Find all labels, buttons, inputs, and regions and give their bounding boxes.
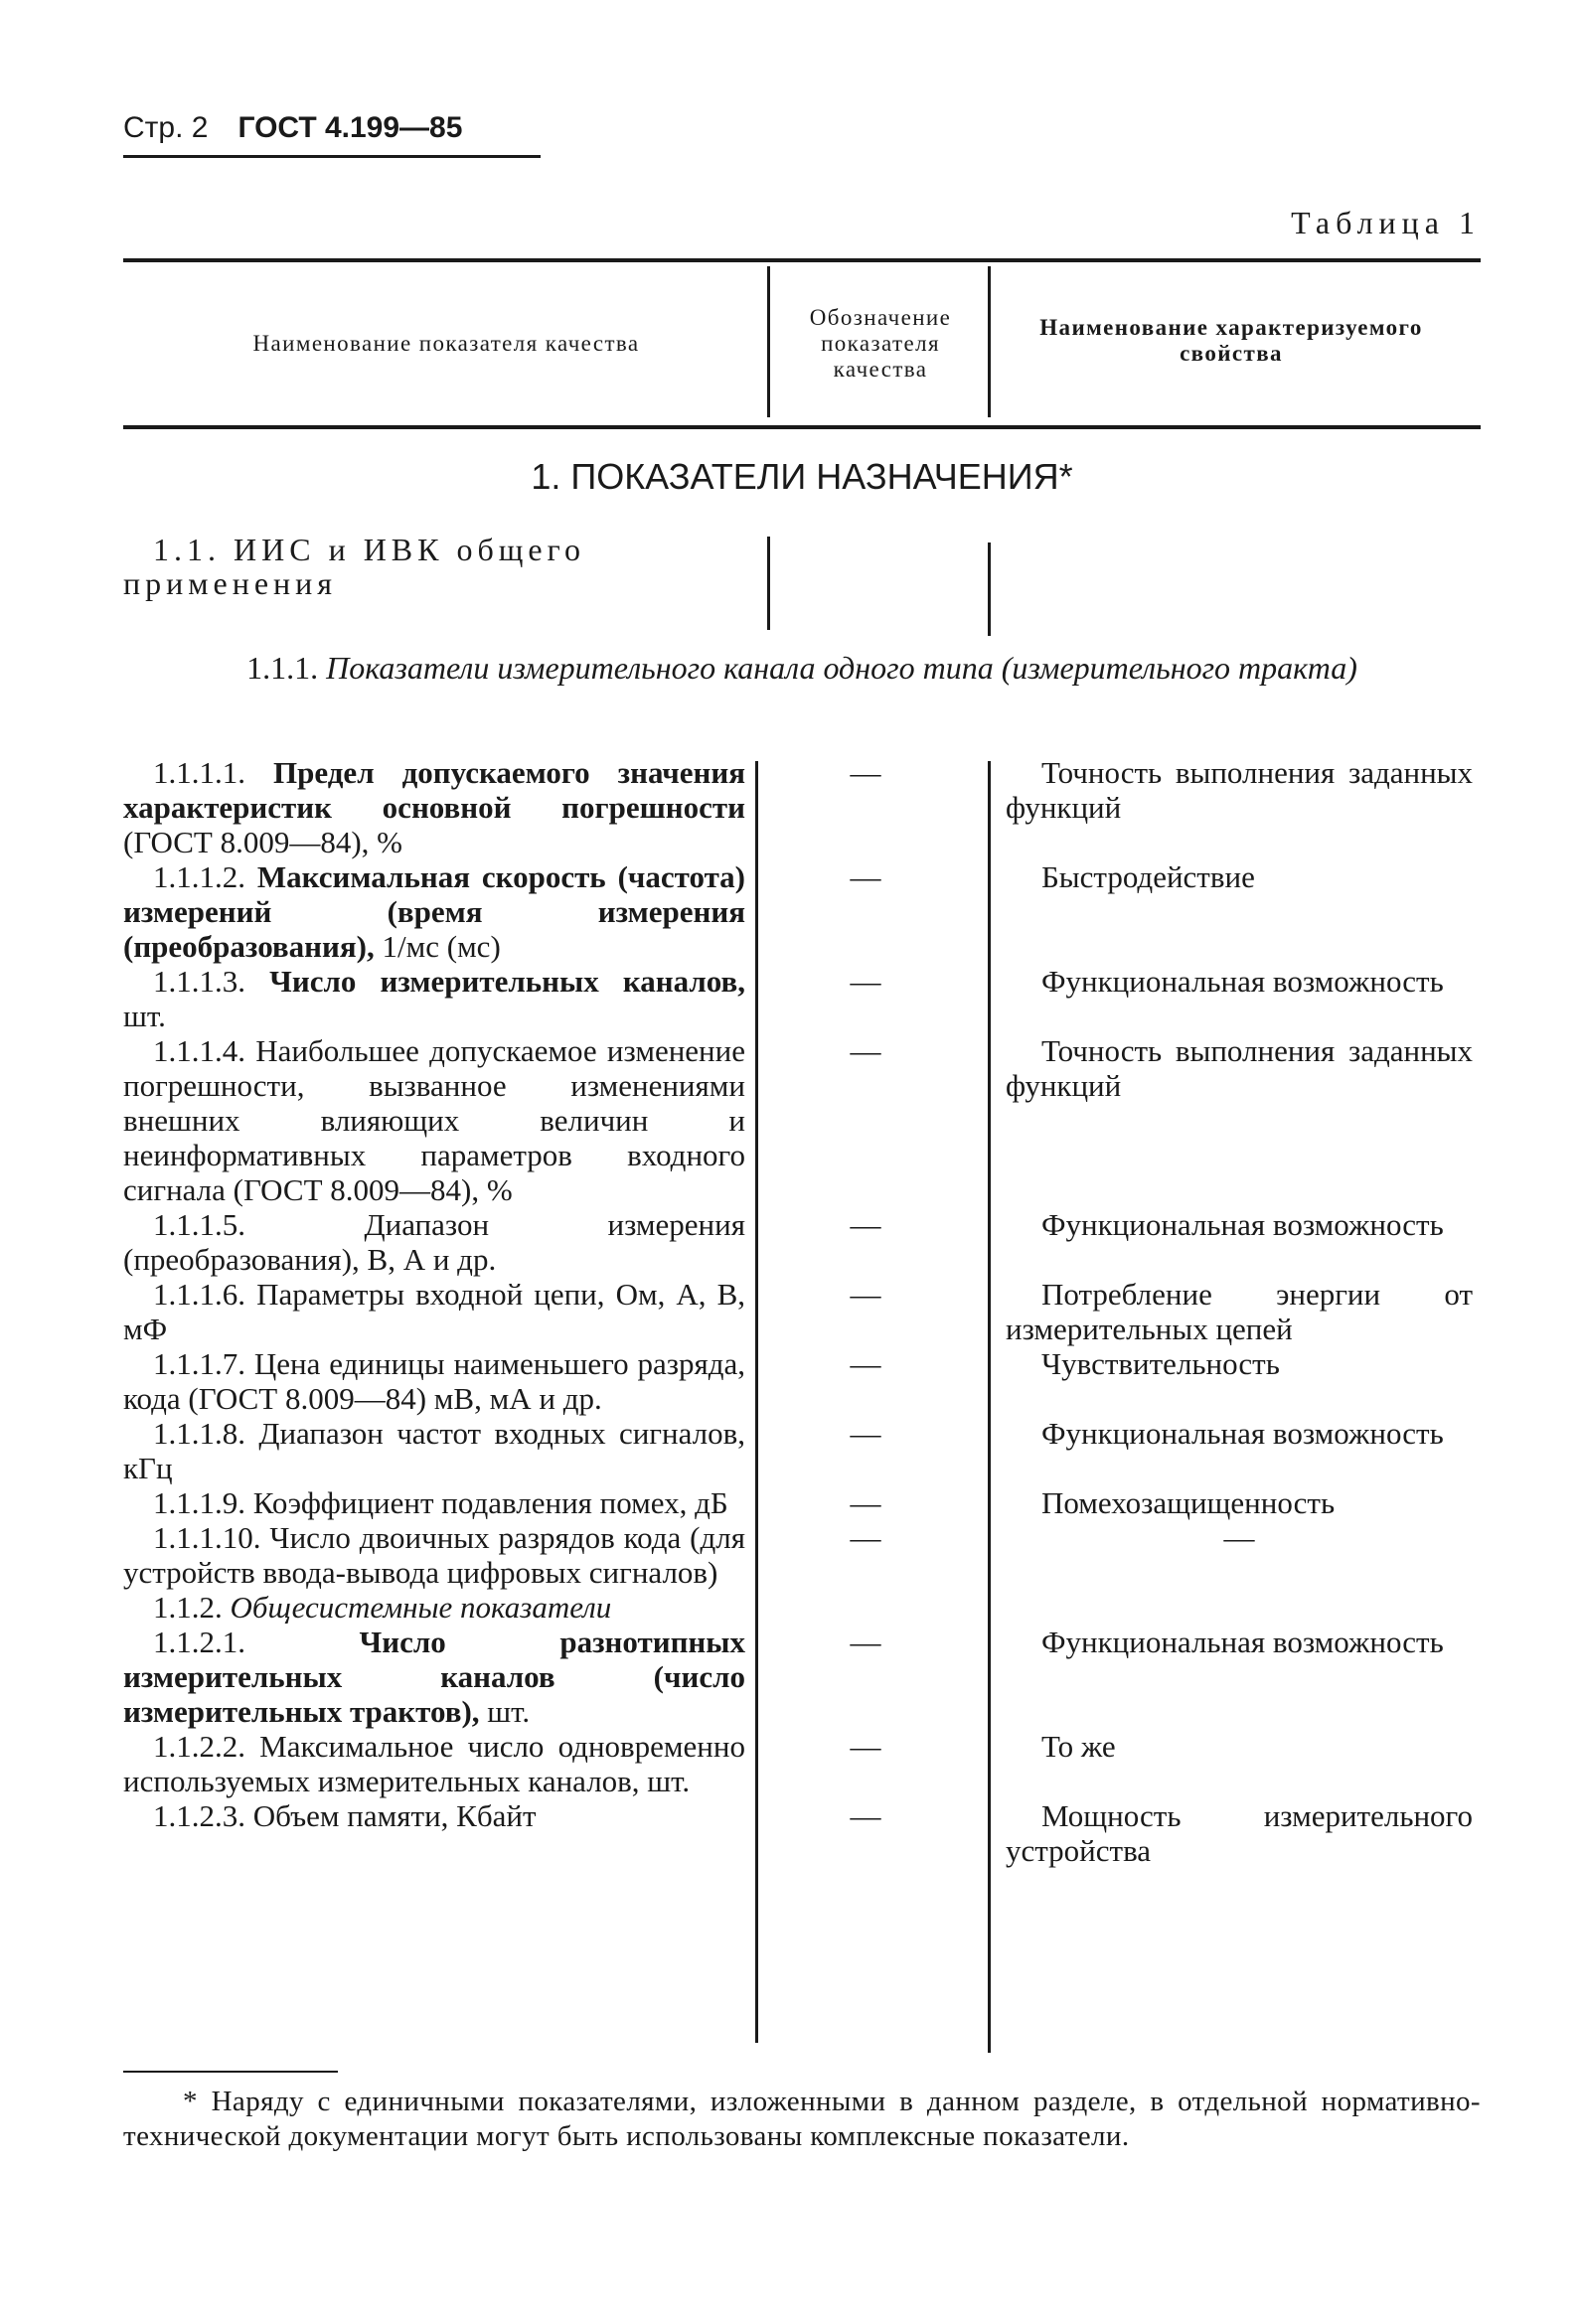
indicator-property: Потребление энергии от измерительных цепей bbox=[1006, 1277, 1473, 1346]
row-number: 1.1.2.2. bbox=[153, 1729, 245, 1764]
table-row bbox=[123, 1277, 1481, 1346]
table-row bbox=[123, 1625, 1481, 1729]
footnote: * Наряду с единичными показателями, изложенными в данном разделе, в отдельной нормативно-технической документации могут быть использованы комплексные показатели. bbox=[123, 2086, 1481, 2152]
table-row bbox=[123, 1207, 1481, 1277]
row-reference: (ГОСТ 8.009—84), % bbox=[123, 825, 402, 859]
subgroup-name bbox=[123, 1590, 745, 1625]
row-number: 1.1.1.5. bbox=[153, 1207, 245, 1242]
indicator-property: Функциональная возможность bbox=[1041, 1207, 1444, 1242]
header-underline bbox=[123, 155, 541, 158]
row-number: 1.1.1.2. bbox=[153, 859, 245, 894]
table-row bbox=[123, 1798, 1481, 1868]
subsection-divider-left bbox=[767, 537, 770, 630]
running-header bbox=[123, 107, 541, 149]
indicator-code: — bbox=[850, 1346, 881, 1381]
column-header-property: Наименование характеризуемого свойства bbox=[1039, 315, 1423, 366]
group-number: 1.1.1. bbox=[246, 650, 319, 686]
head-divider-right bbox=[988, 266, 991, 417]
row-number: 1.1.1.9. bbox=[153, 1485, 245, 1520]
indicator-code: — bbox=[850, 1485, 881, 1520]
row-number: 1.1.1.4. bbox=[153, 1033, 245, 1068]
table-body bbox=[123, 755, 1481, 1868]
indicator-name bbox=[123, 1798, 745, 1868]
indicator-property: Функциональная возможность bbox=[1041, 964, 1444, 999]
indicator-name bbox=[123, 1520, 745, 1590]
indicator-property: Функциональная возможность bbox=[1041, 1625, 1444, 1659]
row-name: Объем памяти, Кбайт bbox=[252, 1798, 537, 1833]
indicator-property: Точность выполнения заданных функций bbox=[1006, 1033, 1473, 1103]
indicator-name bbox=[123, 1277, 745, 1346]
row-reference: 1/мс (мс) bbox=[382, 929, 501, 964]
indicator-code: — bbox=[850, 1033, 881, 1068]
indicator-property bbox=[1006, 1590, 1473, 1625]
indicator-property: Быстродействие bbox=[1041, 859, 1255, 894]
row-name: Диапазон измерения (преобразования), В, А и др. bbox=[123, 1207, 745, 1277]
row-name: Число разнотипных измерительных каналов (число измерительных трактов), bbox=[123, 1625, 745, 1729]
indicator-code bbox=[745, 1590, 986, 1625]
indicator-name bbox=[123, 1207, 745, 1277]
column-header-code: Обозначение показателя качества bbox=[809, 305, 952, 382]
subsection-heading bbox=[123, 533, 749, 600]
row-name: Параметры входной цепи, Ом, А, В, мФ bbox=[123, 1277, 745, 1346]
row-name: Число двоичных разрядов кода (для устройств ввода-вывода цифровых сигналов) bbox=[123, 1520, 745, 1590]
table-row bbox=[123, 1729, 1481, 1798]
table-top-rule bbox=[123, 258, 1481, 262]
row-number: 1.1.1.10. bbox=[153, 1520, 261, 1555]
indicator-name bbox=[123, 1729, 745, 1798]
indicator-code: — bbox=[850, 755, 881, 790]
indicator-code: — bbox=[850, 1520, 881, 1555]
row-reference: шт. bbox=[487, 1694, 531, 1729]
indicator-code: — bbox=[850, 1277, 881, 1312]
table-row bbox=[123, 1033, 1481, 1207]
row-name: Число измерительных каналов, bbox=[269, 964, 745, 999]
indicator-code: — bbox=[850, 1207, 881, 1242]
row-reference: шт. bbox=[123, 999, 166, 1033]
table-row bbox=[123, 1416, 1481, 1485]
subsection-number: 1.1. bbox=[153, 532, 221, 567]
section-title: 1. ПОКАЗАТЕЛИ НАЗНАЧЕНИЯ* bbox=[531, 456, 1073, 497]
table-row bbox=[123, 964, 1481, 1033]
group-title: Показатели измерительного канала одного типа (измерительного тракта) bbox=[326, 650, 1357, 686]
table-subgroup-row bbox=[123, 1590, 1481, 1625]
indicator-code: — bbox=[850, 964, 881, 999]
indicator-name bbox=[123, 1485, 745, 1520]
indicator-name bbox=[123, 1346, 745, 1416]
page-number: Стр. 2 bbox=[123, 111, 209, 144]
column-header-name: Наименование показателя качества bbox=[252, 331, 640, 356]
row-number: 1.1.1.7. bbox=[153, 1346, 245, 1381]
indicator-code: — bbox=[850, 1798, 881, 1833]
row-name: Предел допускаемого значения характеристик основной погрешности bbox=[123, 755, 745, 825]
table-row bbox=[123, 1485, 1481, 1520]
indicator-code: — bbox=[850, 1416, 881, 1451]
row-name: Наибольшее допускаемое изменение погрешности, вызванное изменениями внешних влияющих величин и неинформативных параметров входного сигнала (ГОСТ 8.009—84), % bbox=[123, 1033, 745, 1207]
table-row bbox=[123, 1346, 1481, 1416]
group-heading bbox=[123, 650, 1481, 687]
indicator-name bbox=[123, 755, 745, 859]
row-name: Коэффициент подавления помех, дБ bbox=[252, 1485, 728, 1520]
indicator-property: — bbox=[1223, 1520, 1255, 1555]
row-number: 1.1.1.3. bbox=[153, 964, 245, 999]
indicator-name bbox=[123, 1625, 745, 1729]
row-name: Диапазон частот входных сигналов, кГц bbox=[123, 1416, 745, 1485]
indicator-property: Мощность измерительного устройства bbox=[1006, 1798, 1473, 1868]
indicator-code: — bbox=[850, 1625, 881, 1659]
table-head-rule bbox=[123, 425, 1481, 429]
row-name: Максимальная скорость (частота) измерений (время измерения (преобразования), bbox=[123, 859, 745, 964]
row-number: 1.1.2.3. bbox=[153, 1798, 245, 1833]
indicator-property: Точность выполнения заданных функций bbox=[1006, 755, 1473, 825]
indicator-name bbox=[123, 964, 745, 1033]
indicator-code: — bbox=[850, 859, 881, 894]
subsection-title: ИИС и ИВК общего применения bbox=[123, 532, 585, 601]
row-number: 1.1.1.6. bbox=[153, 1277, 245, 1312]
table-row bbox=[123, 859, 1481, 964]
indicator-property: То же bbox=[1041, 1729, 1116, 1764]
row-number: 1.1.1.8. bbox=[153, 1416, 245, 1451]
subsection-divider-right bbox=[988, 542, 991, 636]
table-row bbox=[123, 755, 1481, 859]
row-name: Максимальное число одновременно используемых измерительных каналов, шт. bbox=[123, 1729, 745, 1798]
indicator-property: Помехозащищенность bbox=[1041, 1485, 1336, 1520]
row-number: 1.1.2.1. bbox=[153, 1625, 245, 1659]
row-name: Цена единицы наименьшего разряда, кода (ГОСТ 8.009—84) мВ, мА и др. bbox=[123, 1346, 746, 1416]
row-number: 1.1.1.1. bbox=[153, 755, 245, 790]
row-name: Общесистемные показатели bbox=[230, 1590, 612, 1625]
table-row bbox=[123, 1520, 1481, 1590]
indicator-name bbox=[123, 1033, 745, 1207]
footnote-rule bbox=[123, 2071, 338, 2073]
standard-code: ГОСТ 4.199—85 bbox=[237, 111, 463, 144]
indicator-code: — bbox=[850, 1729, 881, 1764]
indicator-property: Чувствительность bbox=[1041, 1346, 1280, 1381]
table-label: Таблица 1 bbox=[1291, 205, 1481, 240]
indicator-property: Функциональная возможность bbox=[1041, 1416, 1444, 1451]
row-number: 1.1.2. bbox=[153, 1590, 223, 1625]
indicator-name bbox=[123, 859, 745, 964]
indicator-name bbox=[123, 1416, 745, 1485]
